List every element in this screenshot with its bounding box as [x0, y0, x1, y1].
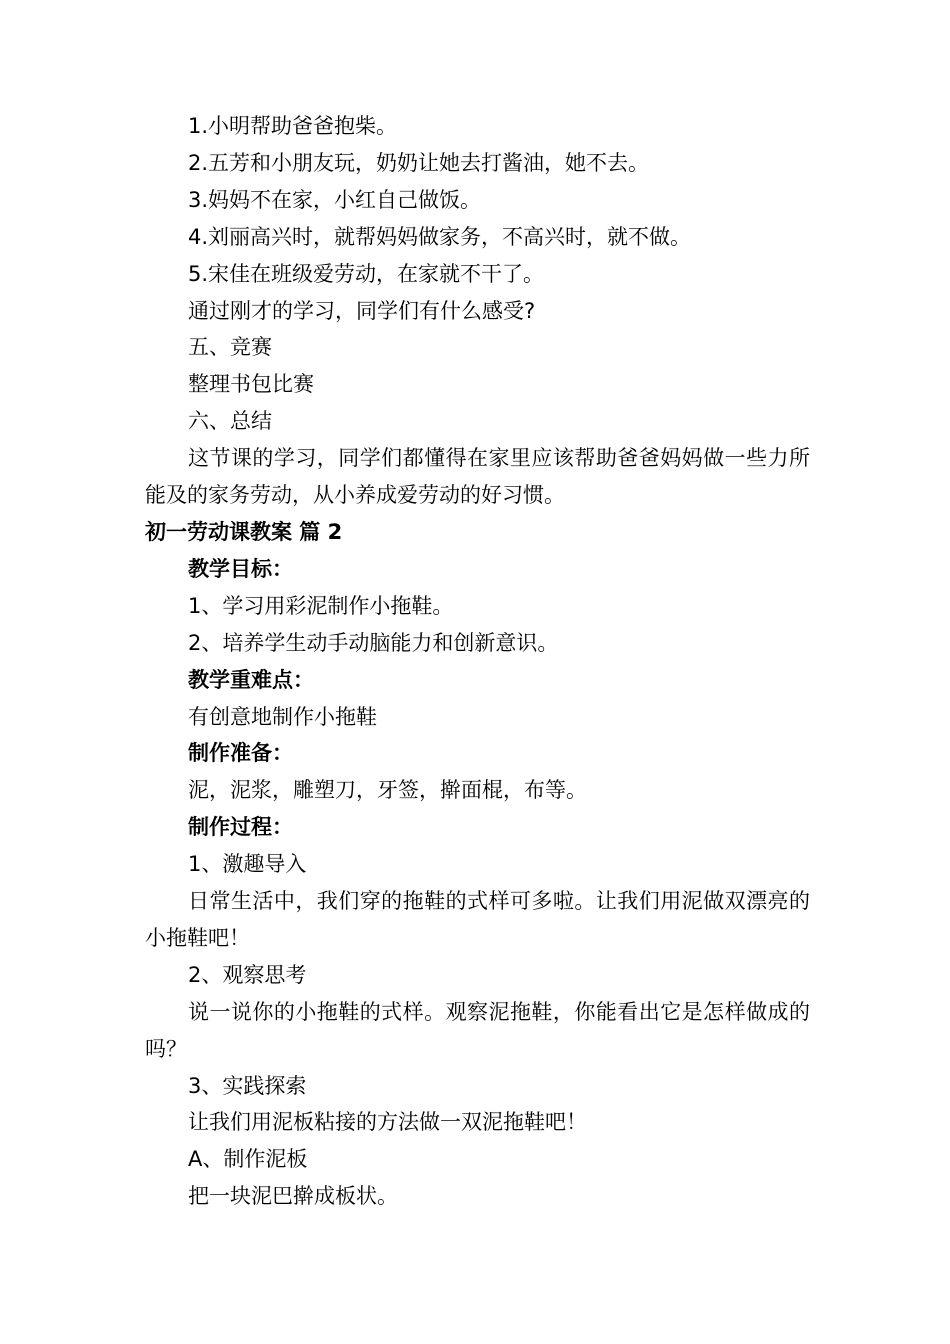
list-item: 2.五芳和小朋友玩，奶奶让她去打酱油，她不去。 — [188, 150, 650, 175]
step-text: 让我们用泥板粘接的方法做一双泥拖鞋吧！ — [188, 1110, 587, 1135]
document-body — [145, 108, 810, 1215]
list-item: 1.小明帮助爸爸抱柴。 — [188, 114, 398, 138]
step-paragraph: 说一说你的小拖鞋的式样。观察泥拖鞋，你能看出它是怎样做成的吗？ — [145, 999, 810, 1061]
process-heading: 制作过程： — [188, 815, 293, 840]
section-title: 初一劳动课教案 篇 2 — [145, 519, 343, 544]
step-title: 1、激趣导入 — [188, 852, 307, 877]
difficulty-text: 有创意地制作小拖鞋 — [188, 704, 377, 729]
step-title: A、制作泥板 — [188, 1147, 308, 1172]
list-item: 4.刘丽高兴时，就帮妈妈做家务，不高兴时，就不做。 — [188, 224, 692, 249]
question-line: 通过刚才的学习，同学们有什么感受? — [188, 298, 536, 323]
difficulty-heading: 教学重难点： — [188, 667, 314, 692]
list-item: 3.妈妈不在家，小红自己做饭。 — [188, 187, 482, 212]
list-item: 5.宋佳在班级爱劳动，在家就不干了。 — [188, 261, 545, 286]
competition-text: 整理书包比赛 — [188, 372, 314, 397]
objective-item: 1、学习用彩泥制作小拖鞋。 — [188, 593, 454, 618]
step-text: 把一块泥巴擀成板状。 — [188, 1184, 398, 1209]
step-paragraph: 日常生活中，我们穿的拖鞋的式样可多啦。让我们用泥做双漂亮的小拖鞋吧！ — [145, 889, 810, 950]
objectives-heading: 教学目标： — [188, 556, 293, 581]
summary-paragraph: 这节课的学习，同学们都懂得在家里应该帮助爸爸妈妈做一些力所能及的家务劳动，从小养成爱劳动的好习惯。 — [145, 446, 810, 508]
prep-text: 泥，泥浆，雕塑刀，牙签，擀面棍，布等。 — [188, 778, 587, 803]
objective-item: 2、培养学生动手动脑能力和创新意识。 — [188, 630, 559, 655]
step-title: 2、观察思考 — [188, 962, 307, 987]
section-heading-summary: 六、总结 — [188, 409, 272, 434]
prep-heading: 制作准备： — [188, 741, 293, 766]
section-heading-competition: 五、竞赛 — [188, 335, 272, 360]
step-title: 3、实践探索 — [188, 1073, 307, 1098]
